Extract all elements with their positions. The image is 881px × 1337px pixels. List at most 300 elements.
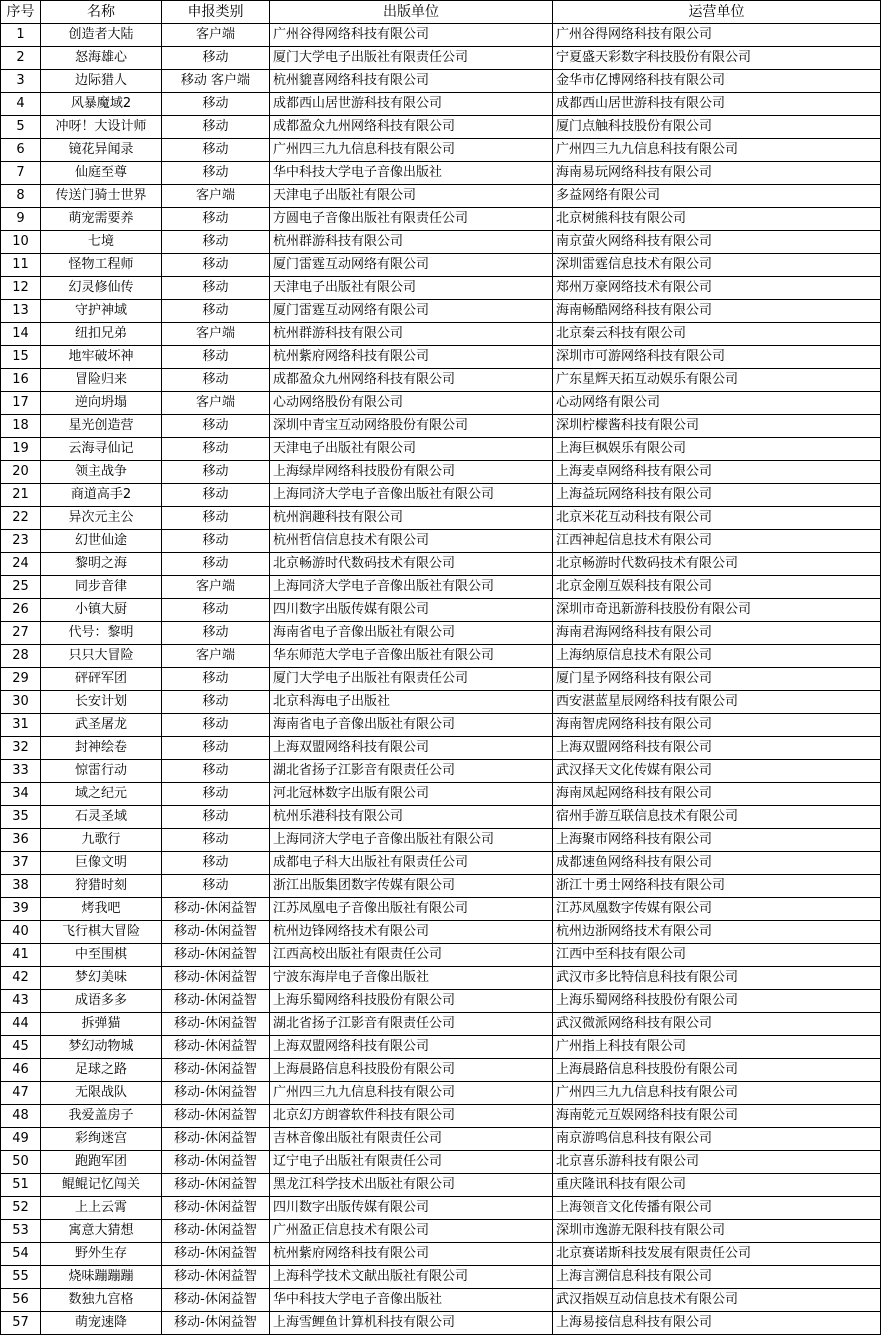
- cell-name: 狩猎时刻: [41, 875, 162, 898]
- cell-operator: 武汉指娱互动信息技术有限公司: [553, 1289, 881, 1312]
- table-row: [1, 1128, 881, 1151]
- cell-name: 拆弹猫: [41, 1013, 162, 1036]
- cell-name: 彩绚迷宫: [41, 1128, 162, 1151]
- cell-category: 移动-休闲益智: [162, 1013, 270, 1036]
- cell-index: 18: [1, 415, 41, 438]
- cell-publisher: 四川数字出版传媒有限公司: [270, 599, 553, 622]
- header-name: 名称: [41, 1, 162, 24]
- table-row: [1, 668, 881, 691]
- cell-publisher: 宁波东海岸电子音像出版社: [270, 967, 553, 990]
- cell-index: 11: [1, 254, 41, 277]
- cell-category: 移动-休闲益智: [162, 990, 270, 1013]
- cell-name: 守护神域: [41, 300, 162, 323]
- cell-name: 成语多多: [41, 990, 162, 1013]
- cell-index: 36: [1, 829, 41, 852]
- cell-operator: 郑州万豪网络技术有限公司: [553, 277, 881, 300]
- table-row: [1, 806, 881, 829]
- cell-category: 移动: [162, 277, 270, 300]
- cell-index: 47: [1, 1082, 41, 1105]
- cell-name: 域之纪元: [41, 783, 162, 806]
- cell-operator: 南京游鸣信息科技有限公司: [553, 1128, 881, 1151]
- cell-category: 移动: [162, 231, 270, 254]
- cell-publisher: 成都盈众九州网络科技有限公司: [270, 116, 553, 139]
- cell-category: 移动-休闲益智: [162, 1220, 270, 1243]
- cell-name: 星光创造营: [41, 415, 162, 438]
- cell-operator: 西安湛蓝星辰网络科技有限公司: [553, 691, 881, 714]
- cell-index: 16: [1, 369, 41, 392]
- cell-name: 领主战争: [41, 461, 162, 484]
- cell-publisher: 成都电子科大出版社有限责任公司: [270, 852, 553, 875]
- cell-publisher: 厦门雷霆互动网络有限公司: [270, 300, 553, 323]
- cell-publisher: 上海乐蜀网络科技股份有限公司: [270, 990, 553, 1013]
- table-row: [1, 1289, 881, 1312]
- cell-operator: 深圳雷霆信息技术有限公司: [553, 254, 881, 277]
- cell-operator: 北京畅游时代数码技术有限公司: [553, 553, 881, 576]
- cell-category: 移动 客户端: [162, 70, 270, 93]
- cell-operator: 海南易玩网络科技有限公司: [553, 162, 881, 185]
- cell-index: 9: [1, 208, 41, 231]
- cell-index: 53: [1, 1220, 41, 1243]
- cell-name: 仙庭至尊: [41, 162, 162, 185]
- cell-publisher: 河北冠林数字出版有限公司: [270, 783, 553, 806]
- header-publisher: 出版单位: [270, 1, 553, 24]
- cell-publisher: 天津电子出版社有限公司: [270, 438, 553, 461]
- cell-category: 移动-休闲益智: [162, 898, 270, 921]
- table-row: [1, 461, 881, 484]
- cell-category: 移动-休闲益智: [162, 944, 270, 967]
- cell-publisher: 华东师范大学电子音像出版社有限公司: [270, 645, 553, 668]
- cell-operator: 海南乾元互娱网络科技有限公司: [553, 1105, 881, 1128]
- table-row: [1, 622, 881, 645]
- cell-name: 边际猎人: [41, 70, 162, 93]
- cell-operator: 广州谷得网络科技有限公司: [553, 24, 881, 47]
- cell-publisher: 杭州润趣科技有限公司: [270, 507, 553, 530]
- cell-category: 客户端: [162, 24, 270, 47]
- cell-category: 移动: [162, 438, 270, 461]
- cell-name: 飞行棋大冒险: [41, 921, 162, 944]
- table-row: [1, 369, 881, 392]
- cell-index: 17: [1, 392, 41, 415]
- table-row: [1, 438, 881, 461]
- cell-category: 移动: [162, 783, 270, 806]
- cell-name: 烧味蹦蹦蹦: [41, 1266, 162, 1289]
- cell-operator: 金华市亿博网络科技有限公司: [553, 70, 881, 93]
- cell-index: 39: [1, 898, 41, 921]
- cell-publisher: 江苏凤凰电子音像出版社有限公司: [270, 898, 553, 921]
- cell-publisher: 广州四三九九信息科技有限公司: [270, 139, 553, 162]
- cell-operator: 心动网络有限公司: [553, 392, 881, 415]
- cell-category: 移动: [162, 415, 270, 438]
- cell-publisher: 厦门大学电子出版社有限责任公司: [270, 668, 553, 691]
- cell-publisher: 海南省电子音像出版社有限公司: [270, 714, 553, 737]
- cell-operator: 厦门点触科技股份有限公司: [553, 116, 881, 139]
- cell-category: 移动: [162, 691, 270, 714]
- table-row: [1, 1243, 881, 1266]
- header-index: 序号: [1, 1, 41, 24]
- cell-publisher: 上海同济大学电子音像出版社有限公司: [270, 829, 553, 852]
- cell-index: 27: [1, 622, 41, 645]
- cell-name: 异次元主公: [41, 507, 162, 530]
- cell-operator: 深圳市可游网络科技有限公司: [553, 346, 881, 369]
- cell-category: 移动-休闲益智: [162, 967, 270, 990]
- cell-index: 33: [1, 760, 41, 783]
- table-row: [1, 24, 881, 47]
- cell-operator: 宿州手游互联信息技术有限公司: [553, 806, 881, 829]
- cell-index: 50: [1, 1151, 41, 1174]
- cell-category: 移动: [162, 829, 270, 852]
- table-row: [1, 990, 881, 1013]
- cell-category: 移动: [162, 254, 270, 277]
- table-row: [1, 1059, 881, 1082]
- cell-name: 寓意大猜想: [41, 1220, 162, 1243]
- table-row: [1, 553, 881, 576]
- cell-publisher: 上海晨路信息科技股份有限公司: [270, 1059, 553, 1082]
- cell-category: 移动: [162, 714, 270, 737]
- cell-publisher: 辽宁电子出版社有限责任公司: [270, 1151, 553, 1174]
- cell-operator: 上海益玩网络科技有限公司: [553, 484, 881, 507]
- cell-publisher: 广州谷得网络科技有限公司: [270, 24, 553, 47]
- table-row: [1, 1013, 881, 1036]
- cell-name: 地牢破坏神: [41, 346, 162, 369]
- cell-name: 梦幻动物城: [41, 1036, 162, 1059]
- table-row: [1, 852, 881, 875]
- cell-category: 移动-休闲益智: [162, 1289, 270, 1312]
- cell-publisher: 杭州紫府网络科技有限公司: [270, 1243, 553, 1266]
- cell-publisher: 浙江出版集团数字传媒有限公司: [270, 875, 553, 898]
- table-row: [1, 70, 881, 93]
- table-row: [1, 346, 881, 369]
- cell-publisher: 杭州边锋网络技术有限公司: [270, 921, 553, 944]
- cell-publisher: 心动网络股份有限公司: [270, 392, 553, 415]
- cell-operator: 江西神起信息技术有限公司: [553, 530, 881, 553]
- cell-category: 移动: [162, 530, 270, 553]
- cell-publisher: 北京幻方朗睿软件科技有限公司: [270, 1105, 553, 1128]
- cell-category: 移动: [162, 162, 270, 185]
- cell-name: 巨像文明: [41, 852, 162, 875]
- cell-publisher: 华中科技大学电子音像出版社: [270, 1289, 553, 1312]
- cell-publisher: 海南省电子音像出版社有限公司: [270, 622, 553, 645]
- cell-name: 怪物工程师: [41, 254, 162, 277]
- cell-category: 移动: [162, 369, 270, 392]
- table-row: [1, 300, 881, 323]
- cell-operator: 北京赛诺斯科技发展有限责任公司: [553, 1243, 881, 1266]
- cell-category: 移动: [162, 737, 270, 760]
- cell-operator: 深圳柠檬酱科技有限公司: [553, 415, 881, 438]
- cell-index: 35: [1, 806, 41, 829]
- cell-category: 移动: [162, 208, 270, 231]
- table-row: [1, 208, 881, 231]
- cell-name: 跑跑军团: [41, 1151, 162, 1174]
- cell-category: 移动: [162, 668, 270, 691]
- table-row: [1, 737, 881, 760]
- table-row: [1, 1197, 881, 1220]
- cell-publisher: 上海科学技术文献出版社有限公司: [270, 1266, 553, 1289]
- cell-operator: 北京喜乐游科技有限公司: [553, 1151, 881, 1174]
- cell-index: 32: [1, 737, 41, 760]
- cell-index: 31: [1, 714, 41, 737]
- cell-name: 萌宠需要养: [41, 208, 162, 231]
- cell-publisher: 深圳中青宝互动网络股份有限公司: [270, 415, 553, 438]
- cell-operator: 广州指上科技有限公司: [553, 1036, 881, 1059]
- cell-category: 移动: [162, 622, 270, 645]
- cell-name: 中至围棋: [41, 944, 162, 967]
- cell-name: 长安计划: [41, 691, 162, 714]
- cell-publisher: 华中科技大学电子音像出版社: [270, 162, 553, 185]
- cell-category: 客户端: [162, 576, 270, 599]
- cell-category: 客户端: [162, 323, 270, 346]
- cell-index: 3: [1, 70, 41, 93]
- cell-name: 鲲鲲记忆闯关: [41, 1174, 162, 1197]
- cell-publisher: 广州盈正信息技术有限公司: [270, 1220, 553, 1243]
- cell-name: 烤我吧: [41, 898, 162, 921]
- cell-index: 30: [1, 691, 41, 714]
- table-row: [1, 323, 881, 346]
- cell-name: 黎明之海: [41, 553, 162, 576]
- table-row: [1, 829, 881, 852]
- table-row: [1, 93, 881, 116]
- cell-category: 移动-休闲益智: [162, 1105, 270, 1128]
- cell-category: 移动: [162, 461, 270, 484]
- cell-name: 代号：黎明: [41, 622, 162, 645]
- table-row: [1, 967, 881, 990]
- cell-index: 57: [1, 1312, 41, 1335]
- cell-publisher: 杭州紫府网络科技有限公司: [270, 346, 553, 369]
- cell-index: 21: [1, 484, 41, 507]
- cell-index: 28: [1, 645, 41, 668]
- cell-index: 54: [1, 1243, 41, 1266]
- cell-category: 客户端: [162, 645, 270, 668]
- cell-operator: 深圳市逸游无限科技有限公司: [553, 1220, 881, 1243]
- cell-index: 37: [1, 852, 41, 875]
- cell-operator: 宁夏盛天彩数字科技股份有限公司: [553, 47, 881, 70]
- cell-publisher: 杭州群游科技有限公司: [270, 323, 553, 346]
- cell-index: 22: [1, 507, 41, 530]
- cell-name: 同步音律: [41, 576, 162, 599]
- table-row: [1, 507, 881, 530]
- cell-index: 10: [1, 231, 41, 254]
- cell-index: 1: [1, 24, 41, 47]
- cell-category: 移动-休闲益智: [162, 1197, 270, 1220]
- cell-category: 移动-休闲益智: [162, 1174, 270, 1197]
- cell-index: 49: [1, 1128, 41, 1151]
- table-row: [1, 162, 881, 185]
- cell-category: 移动: [162, 553, 270, 576]
- cell-publisher: 湖北省扬子江影音有限责任公司: [270, 1013, 553, 1036]
- table-row: [1, 1174, 881, 1197]
- cell-index: 23: [1, 530, 41, 553]
- cell-name: 创造者大陆: [41, 24, 162, 47]
- cell-name: 幻世仙途: [41, 530, 162, 553]
- cell-name: 小镇大厨: [41, 599, 162, 622]
- cell-index: 52: [1, 1197, 41, 1220]
- cell-operator: 武汉择天文化传媒有限公司: [553, 760, 881, 783]
- table-row: [1, 921, 881, 944]
- table-row: [1, 1312, 881, 1335]
- cell-index: 46: [1, 1059, 41, 1082]
- cell-operator: 厦门星予网络科技有限公司: [553, 668, 881, 691]
- cell-publisher: 杭州乐港科技有限公司: [270, 806, 553, 829]
- cell-operator: 南京萤火网络科技有限公司: [553, 231, 881, 254]
- cell-operator: 上海乐蜀网络科技股份有限公司: [553, 990, 881, 1013]
- header-category: 申报类别: [162, 1, 270, 24]
- cell-publisher: 厦门大学电子出版社有限责任公司: [270, 47, 553, 70]
- cell-operator: 北京米花互动科技有限公司: [553, 507, 881, 530]
- table-row: [1, 116, 881, 139]
- cell-operator: 上海巨枫娱乐有限公司: [553, 438, 881, 461]
- cell-category: 移动: [162, 139, 270, 162]
- cell-category: 移动: [162, 116, 270, 139]
- cell-name: 石灵圣域: [41, 806, 162, 829]
- cell-name: 野外生存: [41, 1243, 162, 1266]
- cell-name: 风暴魔域2: [41, 93, 162, 116]
- cell-operator: 上海言溯信息科技有限公司: [553, 1266, 881, 1289]
- cell-publisher: 江西高校出版社有限责任公司: [270, 944, 553, 967]
- cell-operator: 深圳市奇迅新游科技股份有限公司: [553, 599, 881, 622]
- cell-operator: 海南君海网络科技有限公司: [553, 622, 881, 645]
- cell-index: 8: [1, 185, 41, 208]
- table-row: [1, 898, 881, 921]
- cell-name: 冒险归来: [41, 369, 162, 392]
- cell-index: 41: [1, 944, 41, 967]
- cell-index: 20: [1, 461, 41, 484]
- table-row: [1, 1266, 881, 1289]
- cell-operator: 上海双盟网络科技有限公司: [553, 737, 881, 760]
- cell-index: 19: [1, 438, 41, 461]
- cell-index: 24: [1, 553, 41, 576]
- table-row: [1, 944, 881, 967]
- table-row: [1, 254, 881, 277]
- cell-operator: 北京秦云科技有限公司: [553, 323, 881, 346]
- cell-index: 40: [1, 921, 41, 944]
- cell-publisher: 成都盈众九州网络科技有限公司: [270, 369, 553, 392]
- cell-index: 29: [1, 668, 41, 691]
- cell-publisher: 吉林音像出版社有限责任公司: [270, 1128, 553, 1151]
- cell-name: 无限战队: [41, 1082, 162, 1105]
- cell-operator: 上海领音文化传播有限公司: [553, 1197, 881, 1220]
- cell-name: 数独九宫格: [41, 1289, 162, 1312]
- table-row: [1, 714, 881, 737]
- cell-operator: 成都速鱼网络科技有限公司: [553, 852, 881, 875]
- cell-publisher: 黑龙江科学技术出版社有限公司: [270, 1174, 553, 1197]
- cell-operator: 广东星辉天拓互动娱乐有限公司: [553, 369, 881, 392]
- cell-index: 12: [1, 277, 41, 300]
- cell-operator: 江西中至科技有限公司: [553, 944, 881, 967]
- cell-operator: 海南智虎网络科技有限公司: [553, 714, 881, 737]
- cell-name: 云海寻仙记: [41, 438, 162, 461]
- table-row: [1, 231, 881, 254]
- cell-name: 九歌行: [41, 829, 162, 852]
- cell-operator: 广州四三九九信息科技有限公司: [553, 1082, 881, 1105]
- cell-operator: 海南凤起网络科技有限公司: [553, 783, 881, 806]
- table-row: [1, 599, 881, 622]
- table-row: [1, 875, 881, 898]
- cell-category: 移动: [162, 484, 270, 507]
- table-row: [1, 691, 881, 714]
- cell-index: 7: [1, 162, 41, 185]
- cell-publisher: 上海绿岸网络科技股份有限公司: [270, 461, 553, 484]
- cell-name: 镜花异闻录: [41, 139, 162, 162]
- cell-category: 客户端: [162, 392, 270, 415]
- cell-name: 七境: [41, 231, 162, 254]
- cell-name: 逆向坍塌: [41, 392, 162, 415]
- cell-operator: 成都西山居世游科技有限公司: [553, 93, 881, 116]
- cell-name: 幻灵修仙传: [41, 277, 162, 300]
- header-operator: 运营单位: [553, 1, 881, 24]
- cell-name: 上上云霄: [41, 1197, 162, 1220]
- cell-operator: 上海麦卓网络科技有限公司: [553, 461, 881, 484]
- table-row: [1, 277, 881, 300]
- table-row: [1, 1036, 881, 1059]
- cell-operator: 江苏凤凰数字传媒有限公司: [553, 898, 881, 921]
- cell-publisher: 成都西山居世游科技有限公司: [270, 93, 553, 116]
- header-row: [1, 1, 881, 24]
- cell-name: 只只大冒险: [41, 645, 162, 668]
- cell-category: 移动-休闲益智: [162, 1082, 270, 1105]
- cell-index: 42: [1, 967, 41, 990]
- cell-operator: 海南畅酷网络科技有限公司: [553, 300, 881, 323]
- cell-category: 移动: [162, 300, 270, 323]
- cell-category: 移动: [162, 346, 270, 369]
- table-row: [1, 1220, 881, 1243]
- cell-name: 怒海雄心: [41, 47, 162, 70]
- cell-category: 移动: [162, 852, 270, 875]
- cell-publisher: 四川数字出版传媒有限公司: [270, 1197, 553, 1220]
- cell-operator: 武汉市多比特信息科技有限公司: [553, 967, 881, 990]
- table-row: [1, 645, 881, 668]
- cell-operator: 武汉微派网络科技有限公司: [553, 1013, 881, 1036]
- cell-index: 2: [1, 47, 41, 70]
- cell-category: 移动: [162, 507, 270, 530]
- cell-index: 38: [1, 875, 41, 898]
- cell-publisher: 方圆电子音像出版社有限责任公司: [270, 208, 553, 231]
- cell-index: 4: [1, 93, 41, 116]
- cell-name: 我爱盖房子: [41, 1105, 162, 1128]
- cell-operator: 重庆隆讯科技有限公司: [553, 1174, 881, 1197]
- cell-name: 惊雷行动: [41, 760, 162, 783]
- cell-category: 移动: [162, 875, 270, 898]
- cell-category: 移动: [162, 93, 270, 116]
- cell-index: 15: [1, 346, 41, 369]
- cell-category: 客户端: [162, 185, 270, 208]
- cell-category: 移动: [162, 760, 270, 783]
- cell-category: 移动: [162, 47, 270, 70]
- cell-publisher: 上海雪鲤鱼计算机科技有限公司: [270, 1312, 553, 1335]
- cell-index: 51: [1, 1174, 41, 1197]
- cell-name: 梦幻美味: [41, 967, 162, 990]
- cell-operator: 杭州边浙网络技术有限公司: [553, 921, 881, 944]
- cell-publisher: 上海同济大学电子音像出版社有限公司: [270, 576, 553, 599]
- cell-category: 移动: [162, 599, 270, 622]
- cell-publisher: 杭州哲信信息技术有限公司: [270, 530, 553, 553]
- cell-name: 萌宠速降: [41, 1312, 162, 1335]
- cell-name: 武圣屠龙: [41, 714, 162, 737]
- cell-operator: 多益网络有限公司: [553, 185, 881, 208]
- cell-operator: 北京金刚互娱科技有限公司: [553, 576, 881, 599]
- table-row: [1, 392, 881, 415]
- cell-category: 移动-休闲益智: [162, 1243, 270, 1266]
- cell-name: 冲呀！大设计师: [41, 116, 162, 139]
- cell-index: 6: [1, 139, 41, 162]
- cell-category: 移动-休闲益智: [162, 1266, 270, 1289]
- cell-publisher: 上海双盟网络科技有限公司: [270, 1036, 553, 1059]
- cell-index: 26: [1, 599, 41, 622]
- cell-publisher: 上海同济大学电子音像出版社有限公司: [270, 484, 553, 507]
- cell-name: 纽扣兄弟: [41, 323, 162, 346]
- cell-publisher: 北京畅游时代数码技术有限公司: [270, 553, 553, 576]
- cell-category: 移动-休闲益智: [162, 1151, 270, 1174]
- cell-operator: 广州四三九九信息科技有限公司: [553, 139, 881, 162]
- cell-index: 44: [1, 1013, 41, 1036]
